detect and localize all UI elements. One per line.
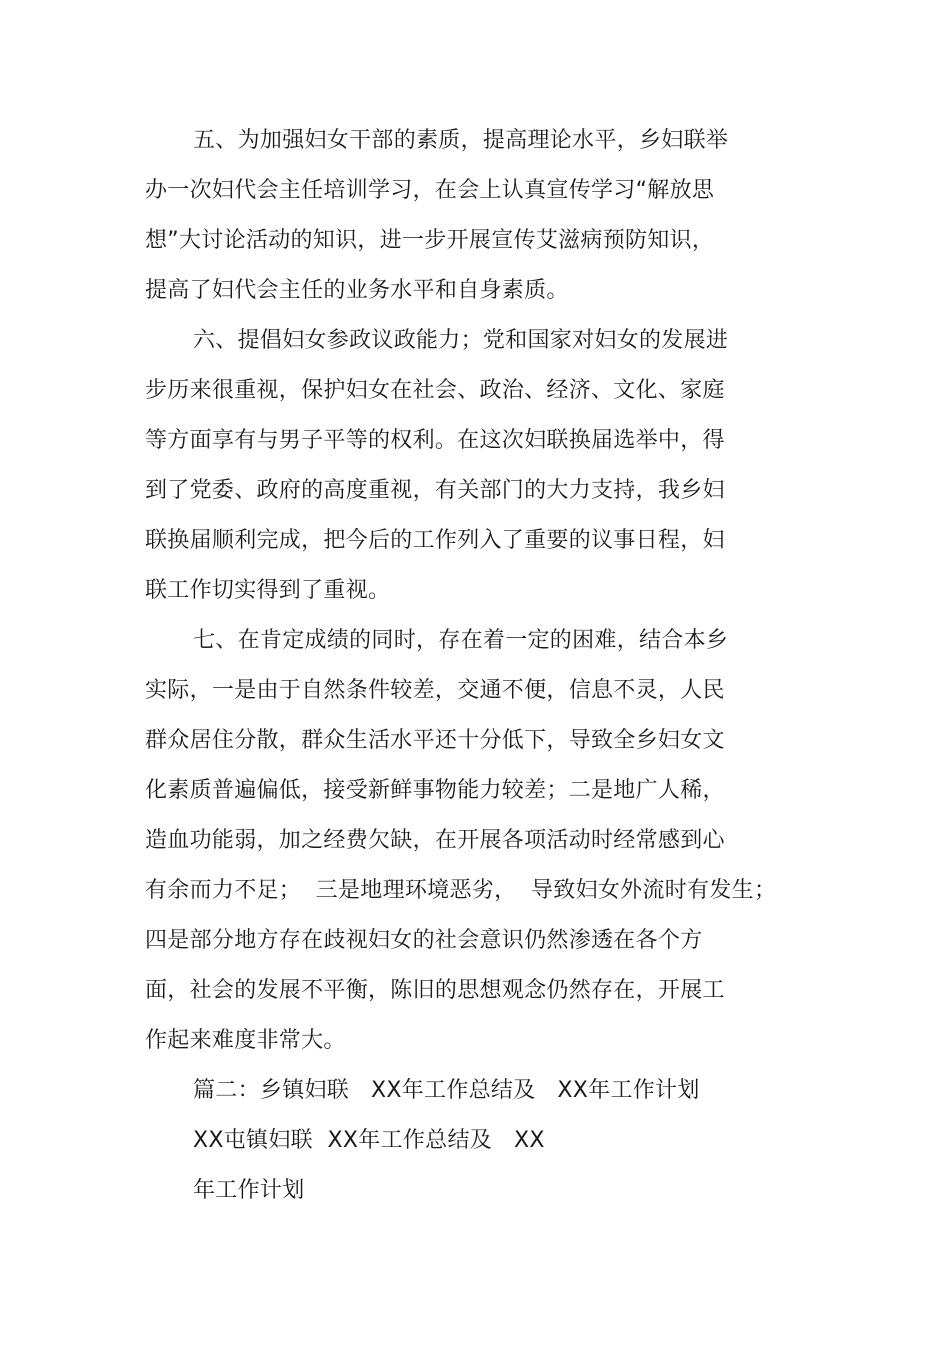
paragraph-7-line-6: 有余而力不足； 三是地理环境恶劣， 导致妇女外流时有发生； [145,878,777,903]
paragraph-6-line-4: 到了党委、政府的高度重视，有关部门的大力支持，我乡妇 [145,478,725,503]
paragraph-5-line-4: 提高了妇代会主任的业务水平和自身素质。 [145,278,569,303]
paragraph-7-line-7: 四是部分地方存在歧视妇女的社会意识仍然渗透在各个方 [145,928,703,953]
paragraph-5-line-3: 想”大讨论活动的知识，进一步开展宣传艾滋病预防知识， [145,228,715,253]
paragraph-7-line-4: 化素质普遍偏低，接受新鲜事物能力较差；二是地广人稀， [145,778,725,803]
article-title-line-2: 年工作计划 [193,1178,305,1203]
paragraph-5-line-2: 办一次妇代会主任培训学习，在会上认真宣传学习“解放思 [145,178,715,203]
paragraph-6-line-3: 等方面享有与男子平等的权利。在这次妇联换届选举中，得 [145,428,725,453]
article-title-line-1: XX屯镇妇联 XX年工作总结及 XX [193,1128,545,1153]
paragraph-7-line-3: 群众居住分散，群众生活水平还十分低下，导致全乡妇女文 [145,728,725,753]
paragraph-6-line-6: 联工作切实得到了重视。 [145,578,391,603]
paragraph-7-line-8: 面，社会的发展不平衡，陈旧的思想观念仍然存在，开展工 [145,978,725,1003]
paragraph-7-line-5: 造血功能弱，加之经费欠缺，在开展各项活动时经常感到心 [145,828,725,853]
paragraph-5-line-1: 五、为加强妇女干部的素质，提高理论水平，乡妇联举 [193,128,729,153]
paragraph-6-line-1: 六、提倡妇女参政议政能力；党和国家对妇女的发展进 [193,328,729,353]
section-heading-part-2: 篇二：乡镇妇联 XX年工作总结及 XX年工作计划 [193,1078,700,1103]
paragraph-7-line-1: 七、在肯定成绩的同时，存在着一定的困难，结合本乡 [193,628,729,653]
paragraph-6-line-5: 联换届顺利完成，把今后的工作列入了重要的议事日程，妇 [145,528,725,553]
paragraph-7-line-9: 作起来难度非常大。 [145,1028,346,1053]
paragraph-7-line-2: 实际，一是由于自然条件较差，交通不便，信息不灵，人民 [145,678,725,703]
paragraph-6-line-2: 步历来很重视，保护妇女在社会、政治、经济、文化、家庭 [145,378,725,403]
